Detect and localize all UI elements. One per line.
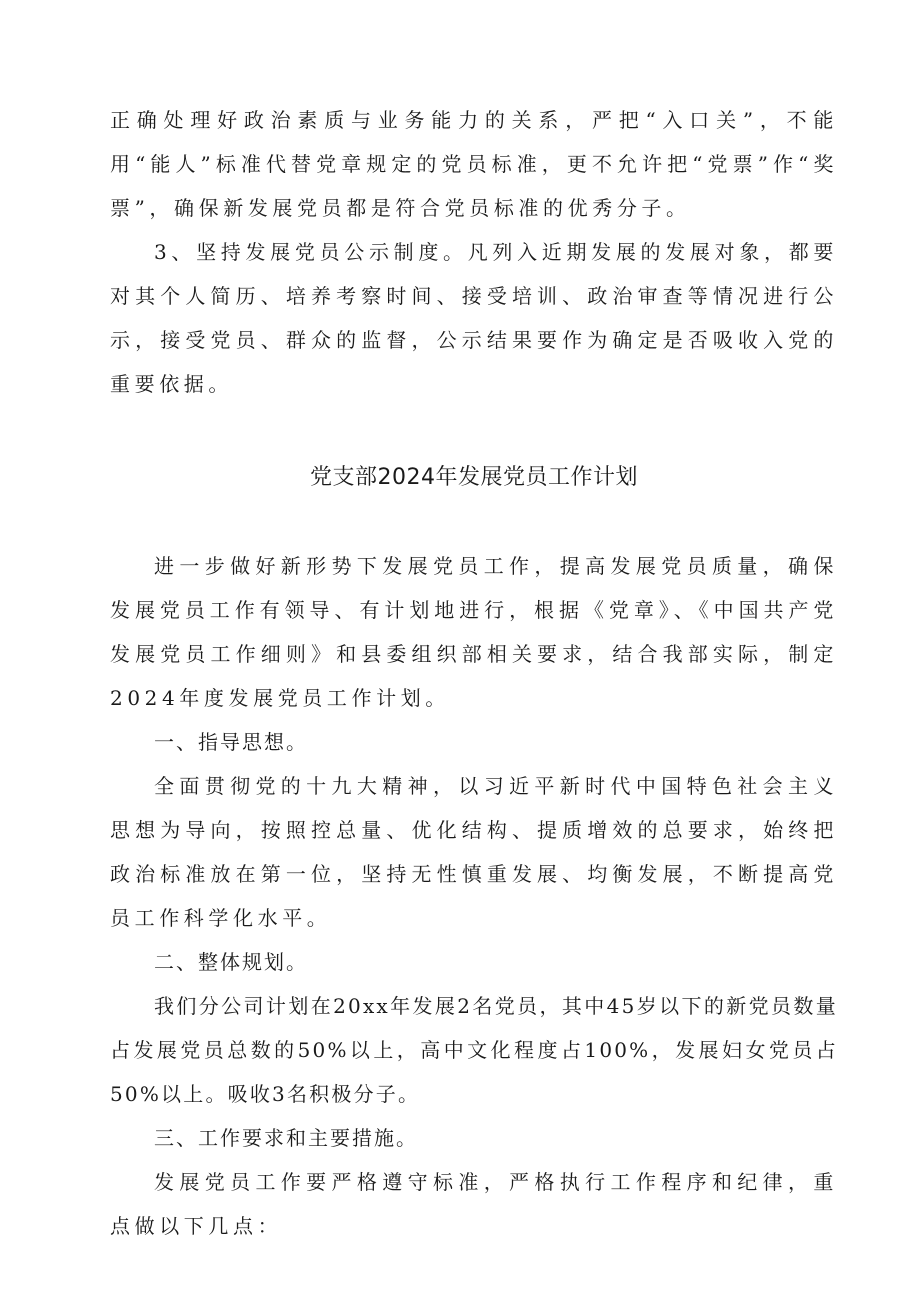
continuation-paragraph-publicity: 3、坚持发展党员公示制度。凡列入近期发展的发展对象，都要对其个人简历、培养考察时间、接受培训、政治审查等情况进行公示，接受党员、群众的监督，公示结果要作为确定是否吸收入党的重要依据。 <box>110 240 838 396</box>
document-title: 党支部2024年发展党员工作计划 <box>310 465 638 490</box>
section-heading-requirements: 三、工作要求和主要措施。 <box>154 1126 418 1150</box>
section-heading-guiding-thought: 一、指导思想。 <box>154 730 308 754</box>
continuation-paragraph: 正确处理好政治素质与业务能力的关系，严把“入口关”，不能用“能人”标准代替党章规定的党员标准，更不允许把“党票”作“奖票”，确保新发展党员都是符合党员标准的优秀分子。 <box>110 108 838 220</box>
section-body-overall-plan: 我们分公司计划在20xx年发展2名党员，其中45岁以下的新党员数量占发展党员总数的50%以上，高中文化程度占100%，发展妇女党员占50%以上。吸收3名积极分子。 <box>110 994 838 1106</box>
section-body-guiding-thought: 全面贯彻党的十九大精神，以习近平新时代中国特色社会主义思想为导向，按照控总量、优化结构、提质增效的总要求，始终把政治标准放在第一位，坚持无性慎重发展、均衡发展，不断提高党员工作科学化水平。 <box>110 774 838 930</box>
section-body-requirements: 发展党员工作要严格遵守标准，严格执行工作程序和纪律，重点做以下几点： <box>110 1170 838 1238</box>
section-heading-overall-plan: 二、整体规划。 <box>154 950 308 974</box>
intro-paragraph: 进一步做好新形势下发展党员工作，提高发展党员质量，确保发展党员工作有领导、有计划地进行，根据《党章》、《中国共产党发展党员工作细则》和县委组织部相关要求，结合我部实际，制定2024年度发展党员工作计划。 <box>110 554 838 710</box>
